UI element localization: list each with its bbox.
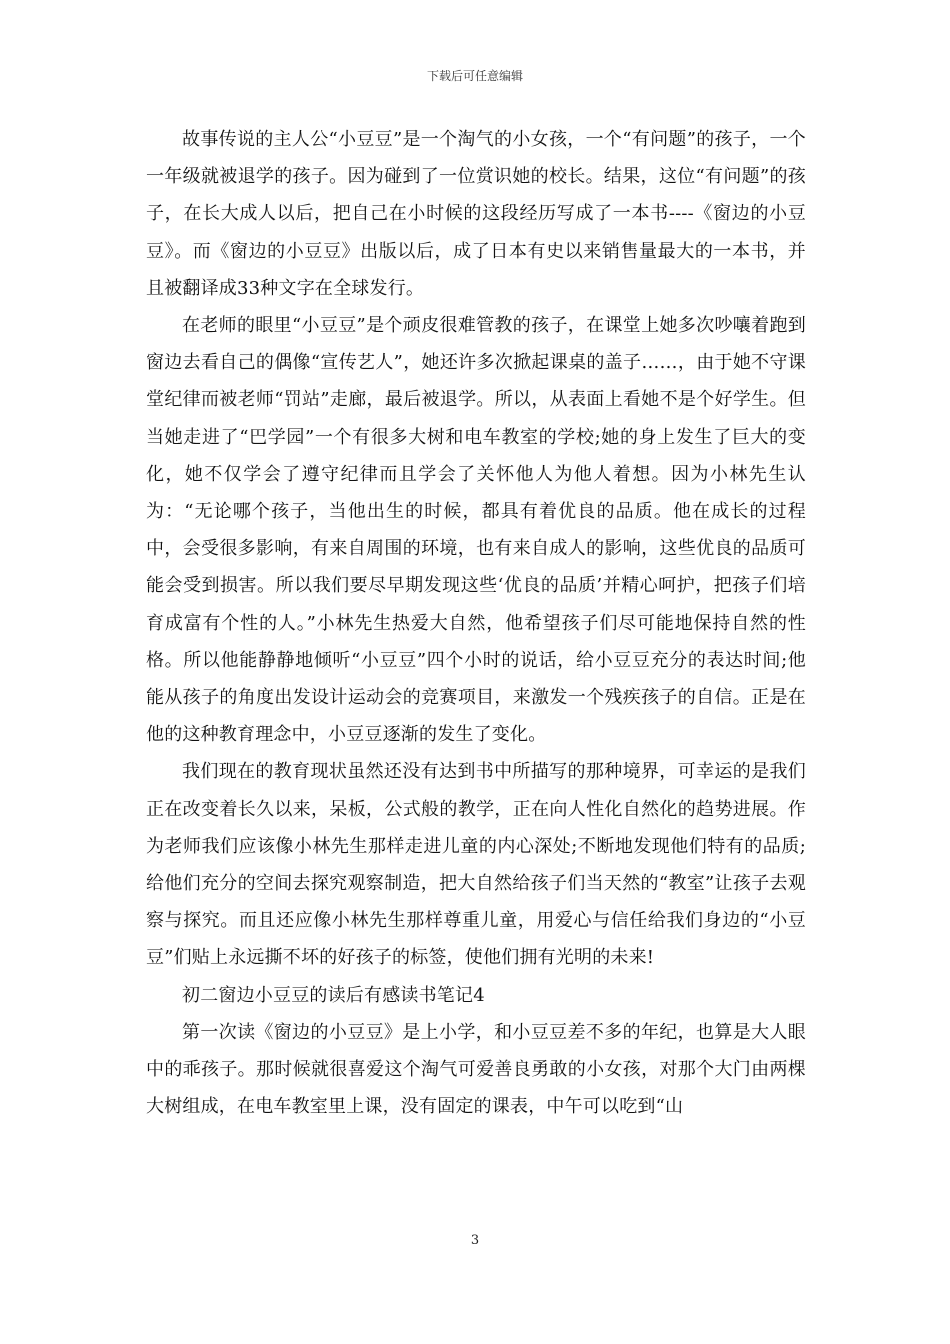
paragraph-story-intro: 故事传说的主人公“小豆豆”是一个淘气的小女孩，一个“有问题”的孩子，一个一年级就被退学的孩子。因为碰到了一位赏识她的校长。结果，这位“有问题”的孩子，在长大成人以后，把自己在小时候的这段经历写成了一本书----《窗边的小豆豆》。而《窗边的小豆豆》出版以后，成了日本有史以来销售量最大的一本书，并且被翻译成33种文字在全球发行。 xyxy=(146,129,806,299)
paragraph-teacher-view: 在老师的眼里“小豆豆”是个顽皮很难管教的孩子，在课堂上她多次吵嚷着跑到窗边去看自己的偶像“宣传艺人”，她还许多次掀起课桌的盖子……，由于她不守课堂纪律而被老师“罚站”走廊，最后被退学。所以，从表面上看她不是个好学生。但当她走进了“巴学园”一个有很多大树和电车教室的学校;她的身上发生了巨大的变化，她不仅学会了遵守纪律而且学会了关怀他人为他人着想。因为小林先生认为：“无论哪个孩子，当他出生的时候，都具有着优良的品质。他在成长的过程中，会受很多影响，有来自周围的环境，也有来自成人的影响，这些优良的品质可能会受到损害。所以我们要尽早期发现这些‘优良的品质’并精心呵护，把孩子们培育成富有个性的人。”小林先生热爱大自然，他希望孩子们尽可能地保持自然的性格。所以他能静静地倾听“小豆豆”四个小时的说话，给小豆豆充分的表达时间;他能从孩子的角度出发设计运动会的竞赛项目，来激发一个残疾孩子的自信。正是在他的这种教育理念中，小豆豆逐渐的发生了变化。 xyxy=(146,315,806,746)
paragraph-education-reflection: 我们现在的教育现状虽然还没有达到书中所描写的那种境界，可幸运的是我们正在改变着长久以来，呆板，公式般的教学，正在向人性化自然化的趋势进展。作为老师我们应该像小林先生那样走进儿童的内心深处;不断地发现他们特有的品质;给他们充分的空间去探究观察制造，把大自然给孩子们当天然的“教室”让孩子去观察与探究。而且还应像小林先生那样尊重儿童，用爱心与信任给我们身边的“小豆豆”们贴上永远撕不坏的好孩子的标签，使他们拥有光明的未来! xyxy=(146,761,806,969)
page-number: 3 xyxy=(470,1233,480,1248)
section-heading: 初二窗边小豆豆的读后有感读书笔记4 xyxy=(182,984,485,1006)
body-text xyxy=(146,121,806,1125)
page-header: 下载后可任意编辑 xyxy=(426,69,523,83)
paragraph-first-reading: 第一次读《窗边的小豆豆》是上小学，和小豆豆差不多的年纪，也算是大人眼中的乖孩子。那时候就很喜爱这个淘气可爱善良勇敢的小女孩，对那个大门由两棵大树组成，在电车教室里上课，没有固定的课表，中午可以吃到“山 xyxy=(146,1021,806,1118)
